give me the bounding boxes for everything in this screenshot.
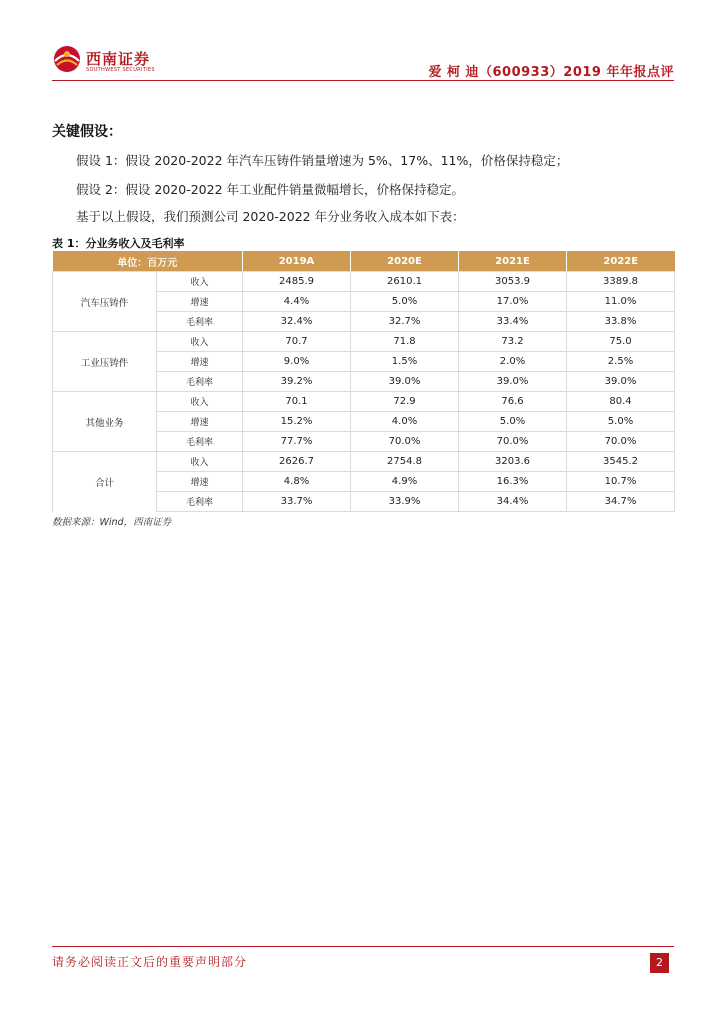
footer-disclaimer: 请务必阅读正文后的重要声明部分	[52, 955, 248, 969]
page-number: 2	[650, 953, 669, 973]
metric-label: 增速	[157, 472, 243, 492]
table-cell: 2610.1	[351, 272, 459, 292]
revenue-margin-table	[52, 251, 675, 512]
metric-label: 增速	[157, 412, 243, 432]
metric-label: 增速	[157, 292, 243, 312]
table-cell: 76.6	[459, 392, 567, 412]
metric-label: 毛利率	[157, 312, 243, 332]
table-cell: 3203.6	[459, 452, 567, 472]
header-2019a: 2019A	[243, 251, 351, 272]
table-cell: 9.0%	[243, 352, 351, 372]
header-2020e: 2020E	[351, 251, 459, 272]
header-unit: 单位：百万元	[53, 251, 243, 272]
metric-label: 毛利率	[157, 492, 243, 512]
table-cell: 5.0%	[459, 412, 567, 432]
metric-label: 收入	[157, 332, 243, 352]
section-title: 关键假设：	[52, 124, 122, 140]
table-cell: 39.0%	[351, 372, 459, 392]
logo-emblem-icon	[52, 44, 82, 74]
assumption-paragraph-2: 假设 2：假设 2020-2022 年工业配件销量微幅增长，价格保持稳定。	[76, 182, 465, 197]
logo-text: 西南证券	[86, 50, 151, 68]
table-cell: 2.5%	[567, 352, 675, 372]
table-cell: 33.9%	[351, 492, 459, 512]
table-cell: 3389.8	[567, 272, 675, 292]
table-cell: 3053.9	[459, 272, 567, 292]
metric-label: 增速	[157, 352, 243, 372]
segment-label: 汽车压铸件	[53, 272, 157, 332]
logo-subtext: SOUTHWEST SECURITIES	[86, 67, 155, 73]
table-cell: 70.0%	[351, 432, 459, 452]
table-cell: 77.7%	[243, 432, 351, 452]
table-cell: 39.2%	[243, 372, 351, 392]
metric-label: 收入	[157, 452, 243, 472]
metric-label: 毛利率	[157, 372, 243, 392]
assumption-paragraph-1: 假设 1：假设 2020-2022 年汽车压铸件销量增速为 5%、17%、11%，价格保持稳定；	[76, 153, 569, 168]
table-cell: 5.0%	[351, 292, 459, 312]
page-header	[52, 40, 674, 84]
metric-label: 收入	[157, 392, 243, 412]
table-row	[53, 452, 675, 472]
table-cell: 70.0%	[459, 432, 567, 452]
table-cell: 33.7%	[243, 492, 351, 512]
forecast-intro-paragraph: 基于以上假设，我们预测公司 2020-2022 年分业务收入成本如下表：	[76, 209, 465, 224]
table-cell: 2754.8	[351, 452, 459, 472]
metric-label: 收入	[157, 272, 243, 292]
table-cell: 39.0%	[459, 372, 567, 392]
segment-label: 合计	[53, 452, 157, 512]
header-2021e: 2021E	[459, 251, 567, 272]
table-cell: 33.8%	[567, 312, 675, 332]
table-cell: 32.4%	[243, 312, 351, 332]
table-row	[53, 392, 675, 412]
table-cell: 15.2%	[243, 412, 351, 432]
table-header-row	[53, 251, 675, 272]
table-cell: 11.0%	[567, 292, 675, 312]
table-caption: 表 1：分业务收入及毛利率	[52, 237, 185, 250]
report-title: 爱 柯 迪（600933）2019 年年报点评	[428, 65, 674, 80]
table-cell: 39.0%	[567, 372, 675, 392]
table-cell: 72.9	[351, 392, 459, 412]
table-cell: 2626.7	[243, 452, 351, 472]
table-cell: 70.1	[243, 392, 351, 412]
header-2022e: 2022E	[567, 251, 675, 272]
table-cell: 70.7	[243, 332, 351, 352]
table-cell: 4.0%	[351, 412, 459, 432]
table-cell: 4.4%	[243, 292, 351, 312]
table-row	[53, 332, 675, 352]
table-cell: 71.8	[351, 332, 459, 352]
table-cell: 3545.2	[567, 452, 675, 472]
company-logo	[52, 40, 172, 80]
table-cell: 4.8%	[243, 472, 351, 492]
table-cell: 4.9%	[351, 472, 459, 492]
data-source-note: 数据来源：Wind，西南证券	[52, 517, 172, 528]
segment-label: 工业压铸件	[53, 332, 157, 392]
table-cell: 70.0%	[567, 432, 675, 452]
table-cell: 1.5%	[351, 352, 459, 372]
footer-divider	[52, 946, 674, 947]
table-cell: 32.7%	[351, 312, 459, 332]
table-cell: 33.4%	[459, 312, 567, 332]
table-cell: 17.0%	[459, 292, 567, 312]
table-cell: 34.4%	[459, 492, 567, 512]
table-cell: 73.2	[459, 332, 567, 352]
table-cell: 2.0%	[459, 352, 567, 372]
table-cell: 10.7%	[567, 472, 675, 492]
table-cell: 5.0%	[567, 412, 675, 432]
header-divider	[52, 80, 674, 81]
table-row	[53, 272, 675, 292]
table-cell: 2485.9	[243, 272, 351, 292]
table-cell: 75.0	[567, 332, 675, 352]
segment-label: 其他业务	[53, 392, 157, 452]
table-cell: 34.7%	[567, 492, 675, 512]
table-cell: 80.4	[567, 392, 675, 412]
metric-label: 毛利率	[157, 432, 243, 452]
table-cell: 16.3%	[459, 472, 567, 492]
